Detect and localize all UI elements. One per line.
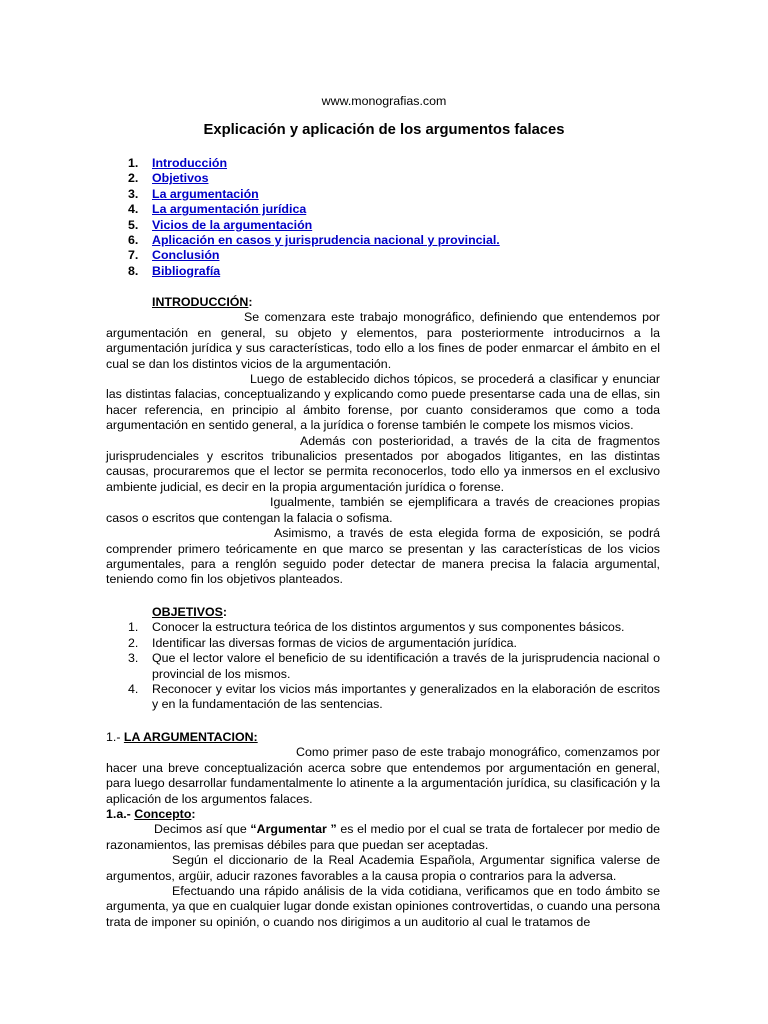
toc-link-vicios[interactable]: Vicios de la argumentación <box>152 217 313 232</box>
toc-link-argumentacion[interactable]: La argumentación <box>152 186 259 201</box>
toc-item: 3. La argumentación <box>128 186 259 201</box>
intro-heading: INTRODUCCIÓN: <box>152 295 253 309</box>
concepto-paragraph: Decimos así que “Argumentar ” es el medio por el cual se trata de fortalecer por medio de razonamientos, las premisas débiles para que puedan ser aceptadas. <box>106 822 660 852</box>
site-url: www.monografias.com <box>321 94 447 108</box>
table-of-contents <box>128 156 500 279</box>
toc-item: 5. Vicios de la argumentación <box>128 217 313 232</box>
toc-link-introduccion[interactable]: Introducción <box>152 156 228 170</box>
toc-link-objetivos[interactable]: Objetivos <box>152 171 209 186</box>
intro-paragraph: Además con posterioridad, a través de la cita de fragmentos jurisprudenciales y escritos tribunalicios presentados por abogados litigantes, en las distintas causas, procuraremos que el lector se permita reconocerlos, todo ello ya inmersos en el exclusivo ambiente judicial, es decir en la propia argumentación jurídica o forense. <box>106 433 660 494</box>
toc-link-argumentacion-juridica[interactable]: La argumentación jurídica <box>152 202 307 217</box>
concepto-heading: 1.a.- Concepto: <box>106 807 196 822</box>
intro-paragraph: Asimismo, a través de esta elegida forma de exposición, se podrá comprender primero teóricamente en que marco se presentan y las características de los vicios argumentales, para a renglón seguido poder detectar de manera precisa la falacia argumental, teniendo como fin los objetivos planteados. <box>106 526 660 587</box>
toc-item: 4. La argumentación jurídica <box>128 202 307 217</box>
list-item: 2. Identificar las diversas formas de vicios de argumentación jurídica. <box>128 635 518 650</box>
cotidiana-paragraph: Efectuando una rápido análisis de la vida cotidiana, verificamos que en todo ámbito se argumenta, ya que en cualquier lugar donde existan opiniones controvertidas, o cuando una persona trata de imponer su opinión, o cuando nos dirigimos a un auditorio al cual le tratamos de <box>106 884 660 929</box>
argumentacion-paragraph: Como primer paso de este trabajo monográfico, comenzamos por hacer una breve conceptualización acerca sobre que entendemos por argumentación en general, para luego desarrollar fundamentalmente lo atinente a la argumentación jurídica, su clasificación y la aplicación de los argumentos falaces. <box>106 745 660 806</box>
toc-item: 8. Bibliografía <box>128 263 221 278</box>
toc-item: 7. Conclusión <box>128 248 220 263</box>
intro-section <box>106 295 660 588</box>
intro-paragraph: Luego de establecido dichos tópicos, se procederá a clasificar y enunciar las distintas falacias, conceptualizando y explicando como puede presentarse cada una de ellas, sin hacer referencia, en principio al ámbito forense, por cuanto consideramos que como a toda argumentación en sentido general, a la jurídica o forense también le compete los mismos vicios. <box>106 372 660 433</box>
objetivos-heading: OBJETIVOS: <box>152 605 228 619</box>
argumentacion-section <box>106 730 660 930</box>
objetivos-list <box>106 620 660 712</box>
toc-item: 6. Aplicación en casos y jurisprudencia nacional y provincial. <box>128 232 500 247</box>
list-item: 4. Reconocer y evitar los vicios más importantes y generalizados en la elaboración de escritos y en la fundamentación de las sentencias. <box>128 682 660 712</box>
objetivos-section <box>106 605 660 713</box>
toc-link-conclusion[interactable]: Conclusión <box>152 248 220 263</box>
list-item: 3. Que el lector valore el beneficio de su identificación a través de la jurisprudencia nacional o provincial de los mismos. <box>128 651 660 681</box>
toc-link-aplicacion[interactable]: Aplicación en casos y jurisprudencia nacional y provincial. <box>152 232 500 247</box>
toc-item: 1. Introducción <box>128 156 228 170</box>
intro-paragraph: Igualmente, también se ejemplificara a través de creaciones propias casos o escritos que contengan la falacia o sofisma. <box>106 495 660 525</box>
toc-link-bibliografia[interactable]: Bibliografía <box>152 263 221 278</box>
argumentacion-heading: 1.- LA ARGUMENTACION: <box>106 730 258 744</box>
rae-paragraph: Según el diccionario de la Real Academia Española, Argumentar significa valerse de argumentos, argüir, aducir razones favorables a la causa propia o contrarios para la adversa. <box>106 853 660 883</box>
list-item: 1. Conocer la estructura teórica de los distintos argumentos y sus componentes básicos. <box>128 620 625 635</box>
document-title: Explicación y aplicación de los argumentos falaces <box>203 122 565 138</box>
toc-item: 2. Objetivos <box>128 171 209 186</box>
intro-paragraph: Se comenzara este trabajo monográfico, definiendo que entendemos por argumentación en general, su objeto y elementos, para posteriormente introducirnos a la argumentación jurídica y sus características, todo ello a los fines de poder enmarcar el ámbito en el cual se dan los distintos vicios de la argumentación. <box>106 310 660 371</box>
